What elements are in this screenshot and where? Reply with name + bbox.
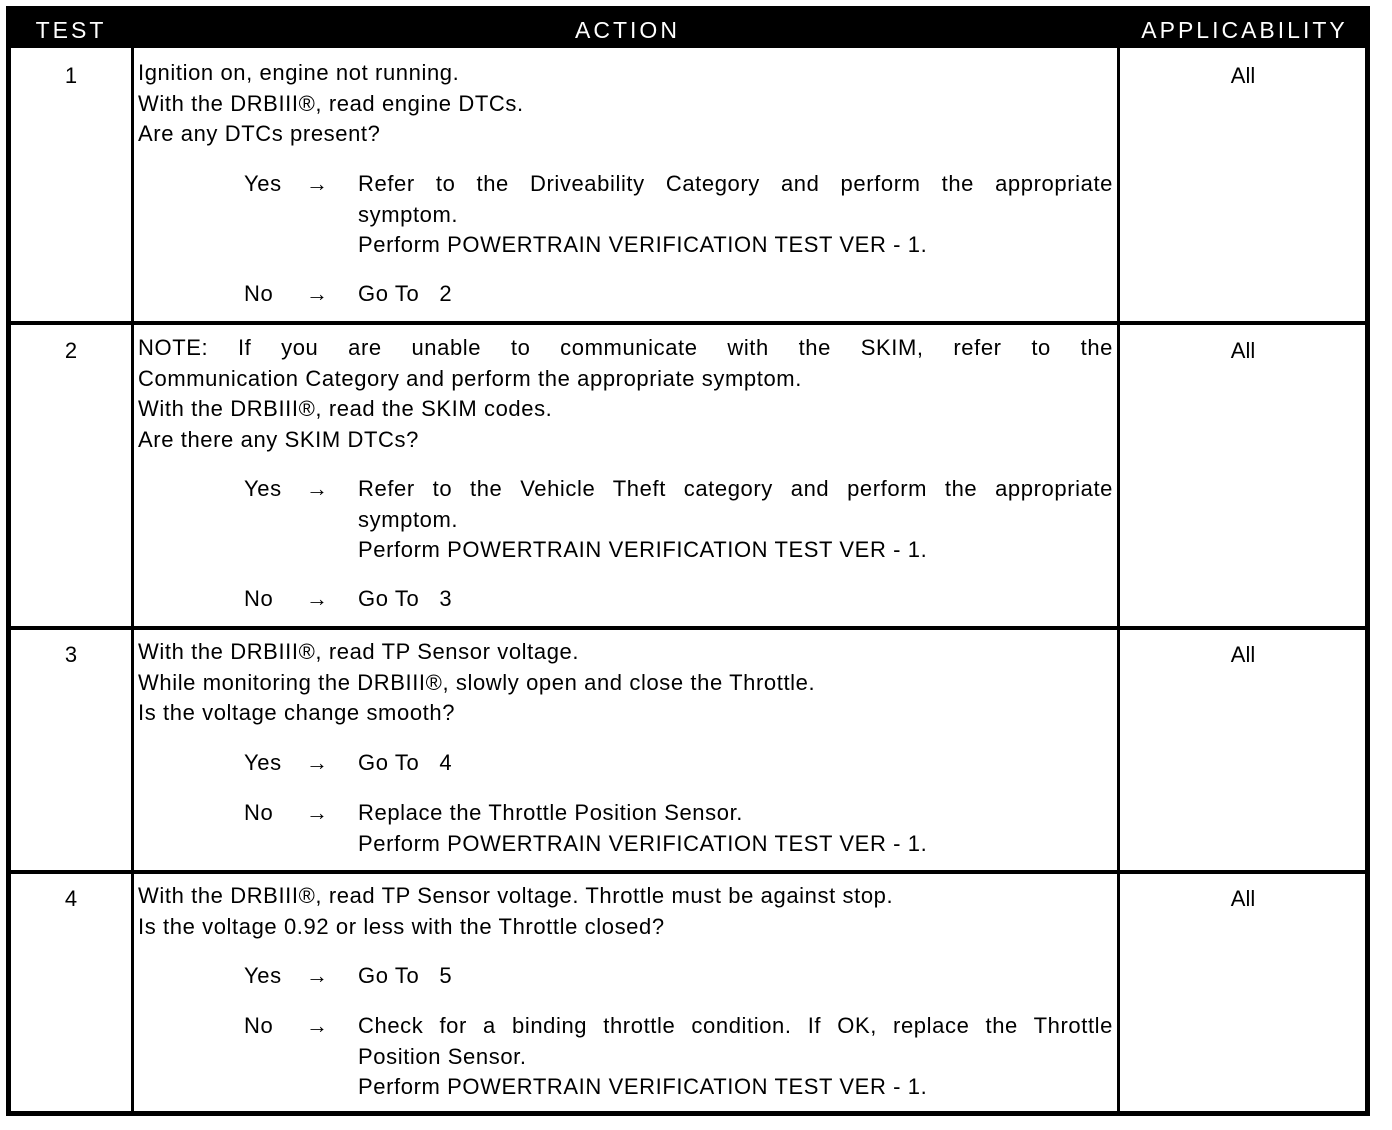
applicability-value: All <box>1230 642 1256 667</box>
column-divider <box>1117 48 1120 1111</box>
answer-label: No <box>244 800 274 825</box>
arrow-icon: → <box>306 171 329 196</box>
answer-label: Yes <box>244 750 282 775</box>
answer-label: No <box>244 1013 274 1038</box>
action-question: Ignition on, engine not running. With the DRBIII®, read engine DTCs. Are any DTCs present? <box>138 60 524 146</box>
answer-text: Go To 5 <box>358 963 453 988</box>
action-question: With the DRBIII®, read TP Sensor voltage. Throttle must be against stop. Is the voltage 0.92 or less with the Throttle closed? <box>138 883 894 939</box>
test-number: 3 <box>64 642 78 667</box>
header-test: TEST <box>35 17 107 43</box>
applicability-value: All <box>1230 338 1256 363</box>
action-question: With the DRBIII®, read TP Sensor voltage. While monitoring the DRBIII®, slowly open and close the Throttle. Is the voltage change smooth? <box>138 639 816 725</box>
arrow-icon: → <box>306 963 329 988</box>
answer-label: No <box>244 586 274 611</box>
answer-text: Check for a binding throttle condition. If OK, replace the Throttle Position Sensor. Perform POWERTRAIN VERIFICATION TEST VER - 1. <box>358 1013 1113 1099</box>
answer-text: Go To 2 <box>358 281 453 306</box>
header-applicability: APPLICABILITY <box>1141 17 1348 43</box>
answer-text: Replace the Throttle Position Sensor. Perform POWERTRAIN VERIFICATION TEST VER - 1. <box>358 800 928 856</box>
answer-text: Go To 4 <box>358 750 453 775</box>
test-table <box>6 6 1370 1116</box>
arrow-icon: → <box>306 281 329 306</box>
row-divider <box>11 321 1365 325</box>
test-number: 1 <box>64 63 78 88</box>
header-action: ACTION <box>575 17 680 43</box>
action-question: NOTE: If you are unable to communicate with the SKIM, refer to the Communication Category and perform the appropriate symptom. With the DRBIII®, read the SKIM codes. Are there any SKIM DTCs? <box>138 335 1113 452</box>
arrow-icon: → <box>306 750 329 775</box>
answer-text: Go To 3 <box>358 586 453 611</box>
arrow-icon: → <box>306 476 329 501</box>
arrow-icon: → <box>306 800 329 825</box>
arrow-icon: → <box>306 1013 329 1038</box>
row-divider <box>11 870 1365 874</box>
answer-label: No <box>244 281 274 306</box>
column-divider <box>131 48 134 1111</box>
arrow-icon: → <box>306 586 329 611</box>
answer-text: Refer to the Vehicle Theft category and perform the appropriate symptom. Perform POWERTRAIN VERIFICATION TEST VER - 1. <box>358 476 1113 562</box>
applicability-value: All <box>1230 63 1256 88</box>
test-number: 2 <box>64 338 78 363</box>
table-header <box>11 11 1365 48</box>
test-number: 4 <box>64 886 78 911</box>
applicability-value: All <box>1230 886 1256 911</box>
answer-label: Yes <box>244 171 282 196</box>
answer-label: Yes <box>244 963 282 988</box>
answer-label: Yes <box>244 476 282 501</box>
row-divider <box>11 626 1365 630</box>
answer-text: Refer to the Driveability Category and perform the appropriate symptom. Perform POWERTRAIN VERIFICATION TEST VER - 1. <box>358 171 1113 257</box>
